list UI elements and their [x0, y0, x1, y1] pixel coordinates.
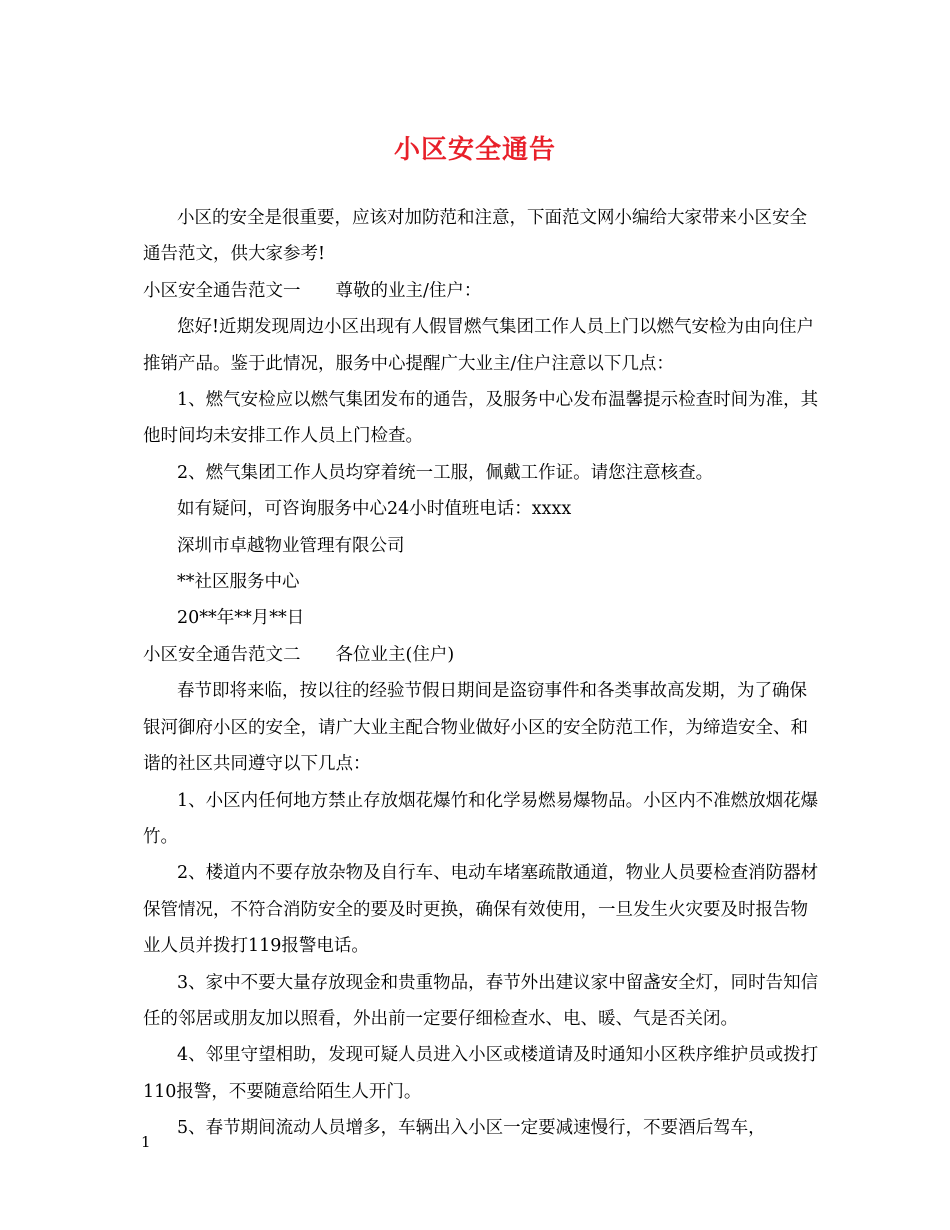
- paragraph: 1、小区内任何地方禁止存放烟花爆竹和化学易燃易爆物品。小区内不准燃放烟花爆竹。: [143, 790, 819, 847]
- paragraph: 春节即将来临，按以往的经验节假日期间是盗窃事件和各类事故高发期，为了确保银河御府小区的安全，请广大业主配合物业做好小区的安全防范工作，为缔造安全、和谐的社区共同遵守以下几点：: [143, 681, 808, 775]
- document-title: 小区安全通告: [393, 135, 556, 165]
- paragraph: 2、燃气集团工作人员均穿着统一工服，佩戴工作证。请您注意核查。: [177, 462, 714, 483]
- paragraph: 4、邻里守望相助，发现可疑人员进入小区或楼道请及时通知小区秩序维护员或拨打110报警，不要随意给陌生人开门。: [143, 1045, 819, 1102]
- page-number: 1: [141, 1133, 151, 1151]
- paragraph-sample-two-heading: 小区安全通告范文二 各位业主(住户): [143, 644, 455, 665]
- paragraph-contact: 如有疑问，可咨询服务中心24小时值班电话：xxxx: [177, 499, 572, 520]
- paragraph-signature-center: **社区服务中心: [177, 572, 300, 593]
- paragraph-sample-one-heading: 小区安全通告范文一 尊敬的业主/住户：: [143, 280, 482, 301]
- paragraph-intro: 小区的安全是很重要，应该对加防范和注意，下面范文网小编给大家带来小区安全通告范文，供大家参考!: [143, 208, 807, 265]
- paragraph-signature-date: 20**年**月**日: [177, 608, 305, 629]
- paragraph: 3、家中不要大量存放现金和贵重物品，春节外出建议家中留盏安全灯，同时告知信任的邻居或朋友加以照看，外出前一定要仔细检查水、电、暖、气是否关闭。: [143, 972, 819, 1029]
- document-body: [143, 200, 823, 1147]
- paragraph-signature-company: 深圳市卓越物业管理有限公司: [177, 535, 405, 556]
- paragraph: 2、楼道内不要存放杂物及自行车、电动车堵塞疏散通道，物业人员要检查消防器材保管情况，不符合消防安全的要及时更换，确保有效使用，一旦发生火灾要及时报告物业人员并拨打119报警电话。: [143, 863, 819, 957]
- paragraph: 1、燃气安检应以燃气集团发布的通告，及服务中心发布温馨提示检查时间为准，其他时间均未安排工作人员上门检查。: [143, 390, 819, 447]
- paragraph: 5、春节期间流动人员增多，车辆出入小区一定要减速慢行，不要酒后驾车，: [177, 1118, 766, 1139]
- paragraph: 您好!近期发现周边小区出现有人假冒燃气集团工作人员上门以燃气安检为由向住户推销产品。鉴于此情况，服务中心提醒广大业主/住户注意以下几点：: [143, 317, 815, 374]
